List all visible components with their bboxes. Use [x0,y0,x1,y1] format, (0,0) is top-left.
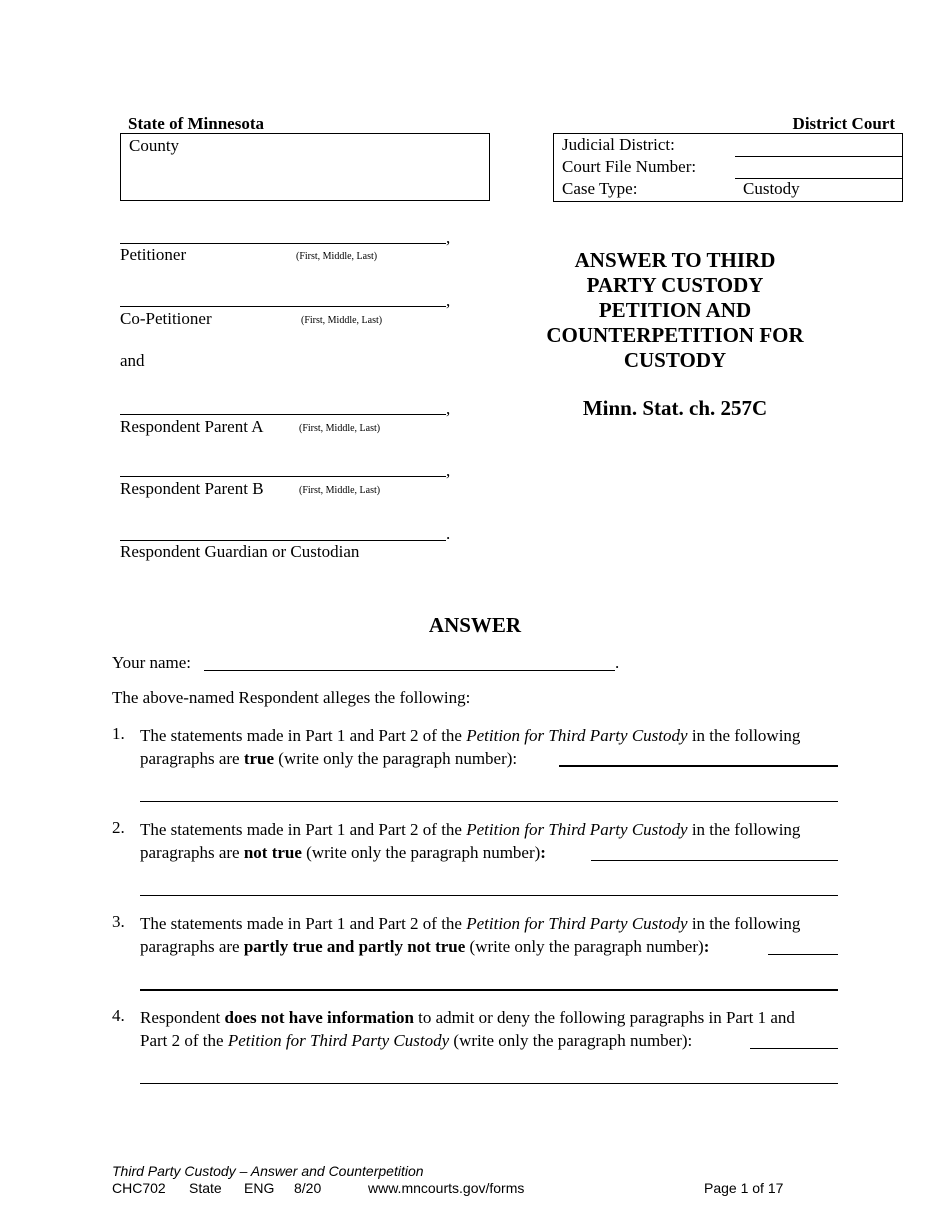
intro-text: The above-named Respondent alleges the following: [112,688,471,707]
respondent-guardian-label: Respondent Guardian or Custodian [120,542,360,561]
case-type-label: Case Type: [562,179,638,198]
statute-citation: Minn. Stat. ch. 257C [582,396,768,420]
text: in the following [687,726,801,745]
item-number: 1. [112,724,125,743]
petition-title: Petition for Third Party Custody [466,914,688,933]
respondent-guardian-name-line[interactable] [120,524,446,541]
footer-url[interactable]: www.mncourts.gov/forms [368,1180,525,1196]
respondent-b-name-line[interactable] [120,460,446,477]
item-3-answer-line-2[interactable] [140,974,838,991]
text: paragraphs are [140,843,244,862]
text: Respondent [140,1008,225,1027]
co-petitioner-label: Co-Petitioner [120,309,212,328]
footer-language: ENG [244,1180,275,1196]
county-label: County [129,136,180,155]
item-number: 3. [112,912,125,931]
comma: , [446,461,451,480]
colon: : [703,937,710,956]
comma: , [446,399,451,418]
respondent-a-name-line[interactable] [120,398,446,415]
case-type-value: Custody [743,179,800,198]
petition-title: Petition for Third Party Custody [466,726,688,745]
text: The statements made in Part 1 and Part 2 of the [140,726,467,745]
item-4-answer-line-2[interactable] [140,1068,838,1084]
and-label: and [120,351,145,370]
item-1-answer-field[interactable] [559,750,838,767]
petitioner-label: Petitioner [120,245,187,264]
state-label: State of Minnesota [128,114,264,133]
your-name-label: Your name: [112,653,192,672]
text: (write only the paragraph number): [449,1031,693,1050]
item-number: 2. [112,818,125,837]
case-info-box [553,133,903,202]
text: to admit or deny the following paragraphs in Part 1 and [413,1008,795,1027]
answer-heading: ANSWER [428,613,522,637]
title-line: CUSTODY [623,348,727,372]
name-hint: (First, Middle, Last) [299,485,381,496]
title-line: COUNTERPETITION FOR [546,323,804,347]
title-line: ANSWER TO THIRD [574,248,776,272]
item-2-answer-field[interactable] [591,845,838,861]
item-4-answer-field[interactable] [750,1033,838,1049]
your-name-field[interactable] [204,654,615,671]
item-1-answer-line-2[interactable] [140,786,838,802]
text: (write only the paragraph number) [301,843,541,862]
title-line: PETITION AND [598,298,752,322]
emphasis: true [243,749,275,768]
petition-title: Petition for Third Party Custody [466,820,688,839]
text: paragraphs are [140,749,244,768]
item-number: 4. [112,1006,125,1025]
comma: , [446,228,451,247]
name-hint: (First, Middle, Last) [296,251,378,262]
county-field[interactable] [120,133,490,201]
judicial-district-field[interactable] [735,134,902,157]
title-line: PARTY CUSTODY [586,273,764,297]
form-code: CHC702 [112,1180,166,1196]
respondent-a-label: Respondent Parent A [120,417,264,436]
text: The statements made in Part 1 and Part 2 of the [140,820,467,839]
colon: : [540,843,546,862]
comma: , [446,291,451,310]
footer-title: Third Party Custody – Answer and Counterpetition [112,1163,424,1179]
text: paragraphs are [140,937,244,956]
page-number: Page 1 of 17 [704,1180,784,1196]
court-label: District Court [792,114,895,133]
text: in the following [687,914,801,933]
document-title [540,248,810,373]
judicial-district-label: Judicial District: [562,135,675,154]
text: (write only the paragraph number): [274,749,518,768]
court-file-number-label: Court File Number: [562,157,697,176]
court-file-number-field[interactable] [735,156,902,179]
name-hint: (First, Middle, Last) [301,315,383,326]
text: Part 2 of the [140,1031,228,1050]
footer-state: State [189,1180,222,1196]
name-hint: (First, Middle, Last) [299,423,381,434]
period: . [446,524,451,543]
item-2-answer-line-2[interactable] [140,880,838,896]
text: The statements made in Part 1 and Part 2 of the [140,914,467,933]
period: . [615,653,620,672]
item-3-answer-field[interactable] [768,939,838,955]
emphasis: does not have information [224,1008,414,1027]
text: (write only the paragraph number) [465,937,704,956]
text: in the following [687,820,801,839]
emphasis: partly true and partly not true [243,937,466,956]
emphasis: not true [243,843,302,862]
petitioner-name-line[interactable] [120,227,446,244]
petition-title: Petition for Third Party Custody [227,1031,450,1050]
respondent-b-label: Respondent Parent B [120,479,264,498]
footer-date: 8/20 [294,1180,322,1196]
co-petitioner-name-line[interactable] [120,290,446,307]
